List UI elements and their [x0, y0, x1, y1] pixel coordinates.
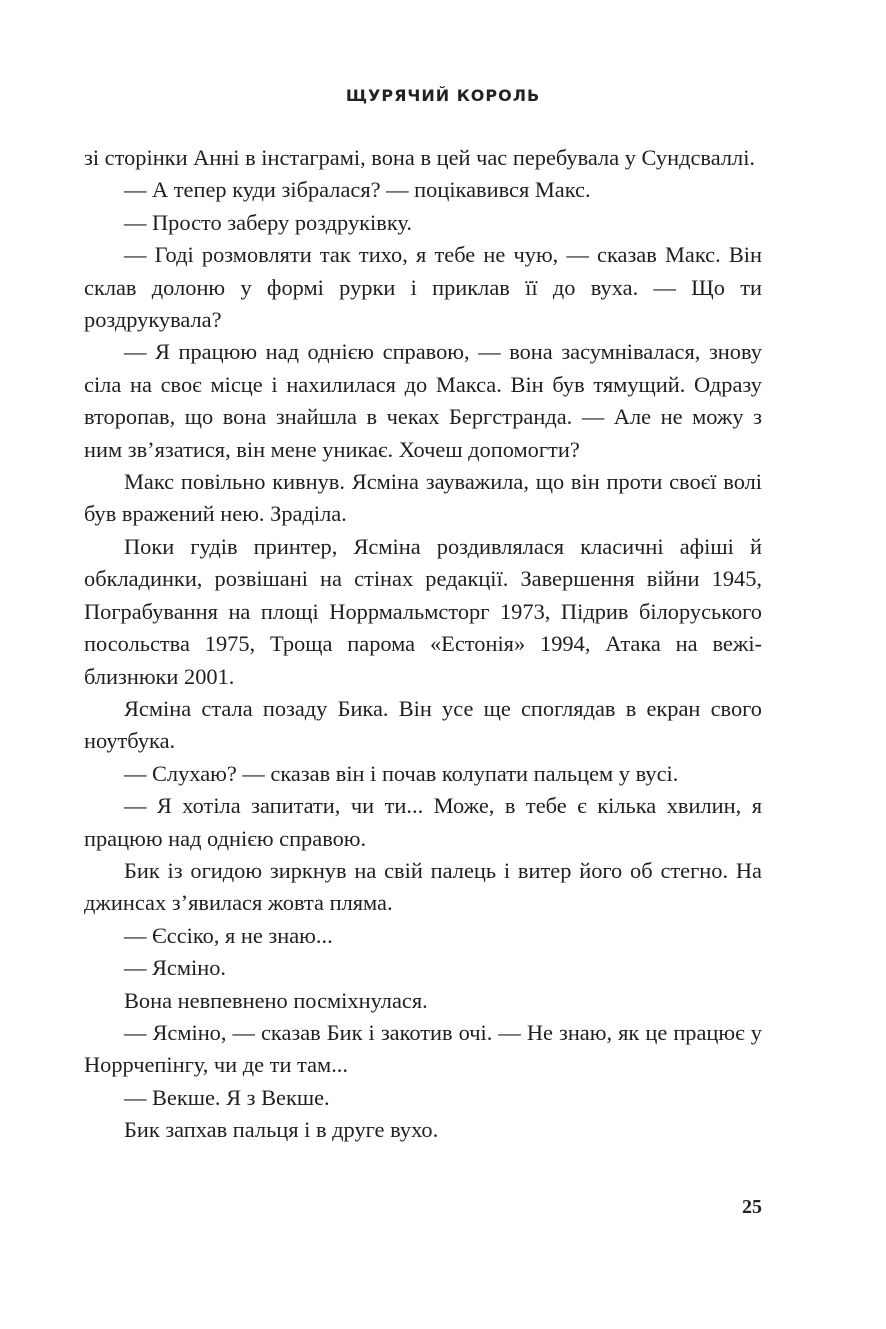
paragraph: — Слухаю? — сказав він і почав колупати пальцем у вусі. — [124, 760, 679, 786]
paragraph: Поки гудів принтер, Ясміна роздивлялася класичні афіші й обкладинки, розвішані на стінах редакції. Завершення війни 1945, Пограбування на площі Норрмальмсторг 1973, Підрив білоруського посольства 1975, Троща парома «Естонія» 1994, Атака на вежі-близнюки 2001. — [84, 533, 762, 689]
paragraph: Макс повільно кивнув. Ясміна зауважила, що він проти своєї волі був вражений нею. Зраділа. — [84, 469, 762, 527]
paragraph: — Годі розмовляти так тихо, я тебе не чую, — сказав Макс. Він склав долоню у формі рурки і приклав її до вуха. — Що ти роздрукувала? — [84, 242, 762, 333]
paragraph: — Ясміно, — сказав Бик і закотив очі. — Не знаю, як це працює у Норрчепінгу, чи де ти там... — [84, 1019, 762, 1078]
page-number: 25 — [742, 1196, 762, 1218]
paragraph: — Я хотіла запитати, чи ти... Може, в тебе є кілька хвилин, я працюю над однією справою. — [84, 793, 762, 851]
paragraph: — Просто заберу роздруківку. — [124, 209, 412, 235]
paragraph: — Я працюю над однією справою, — вона засумнівалася, знову сіла на своє місце і нахилилася до Макса. Він був тямущий. Одразу второпав, що вона знайшла в чеках Бергстранда. — Але не можу з ним зв’язатися, він мене уникає. Хочеш допомогти? — [84, 339, 762, 462]
paragraph: — А тепер куди зібралася? — поцікавився Макс. — [124, 177, 591, 203]
paragraph: Бик запхав пальця і в друге вухо. — [124, 1117, 439, 1143]
paragraph: Ясміна стала позаду Бика. Він усе ще споглядав в екран свого ноутбука. — [84, 695, 762, 754]
running-head: ЩУРЯЧИЙ КОРОЛЬ — [345, 86, 541, 105]
body-text — [84, 142, 762, 1147]
paragraph: — Векше. Я з Векше. — [124, 1084, 330, 1110]
paragraph: зі сторінки Анні в інстаграмі, вона в цей час перебувала у Сундсваллі. — [84, 145, 756, 170]
paragraph: Бик із огидою зиркнув на свій палець і витер його об стегно. На джинсах з’явилася жовта пляма. — [84, 857, 762, 916]
paragraph: Вона невпевнено посміхнулася. — [124, 987, 428, 1013]
paragraph: — Ясміно. — [124, 955, 227, 981]
paragraph: — Єссіко, я не знаю... — [124, 922, 333, 948]
